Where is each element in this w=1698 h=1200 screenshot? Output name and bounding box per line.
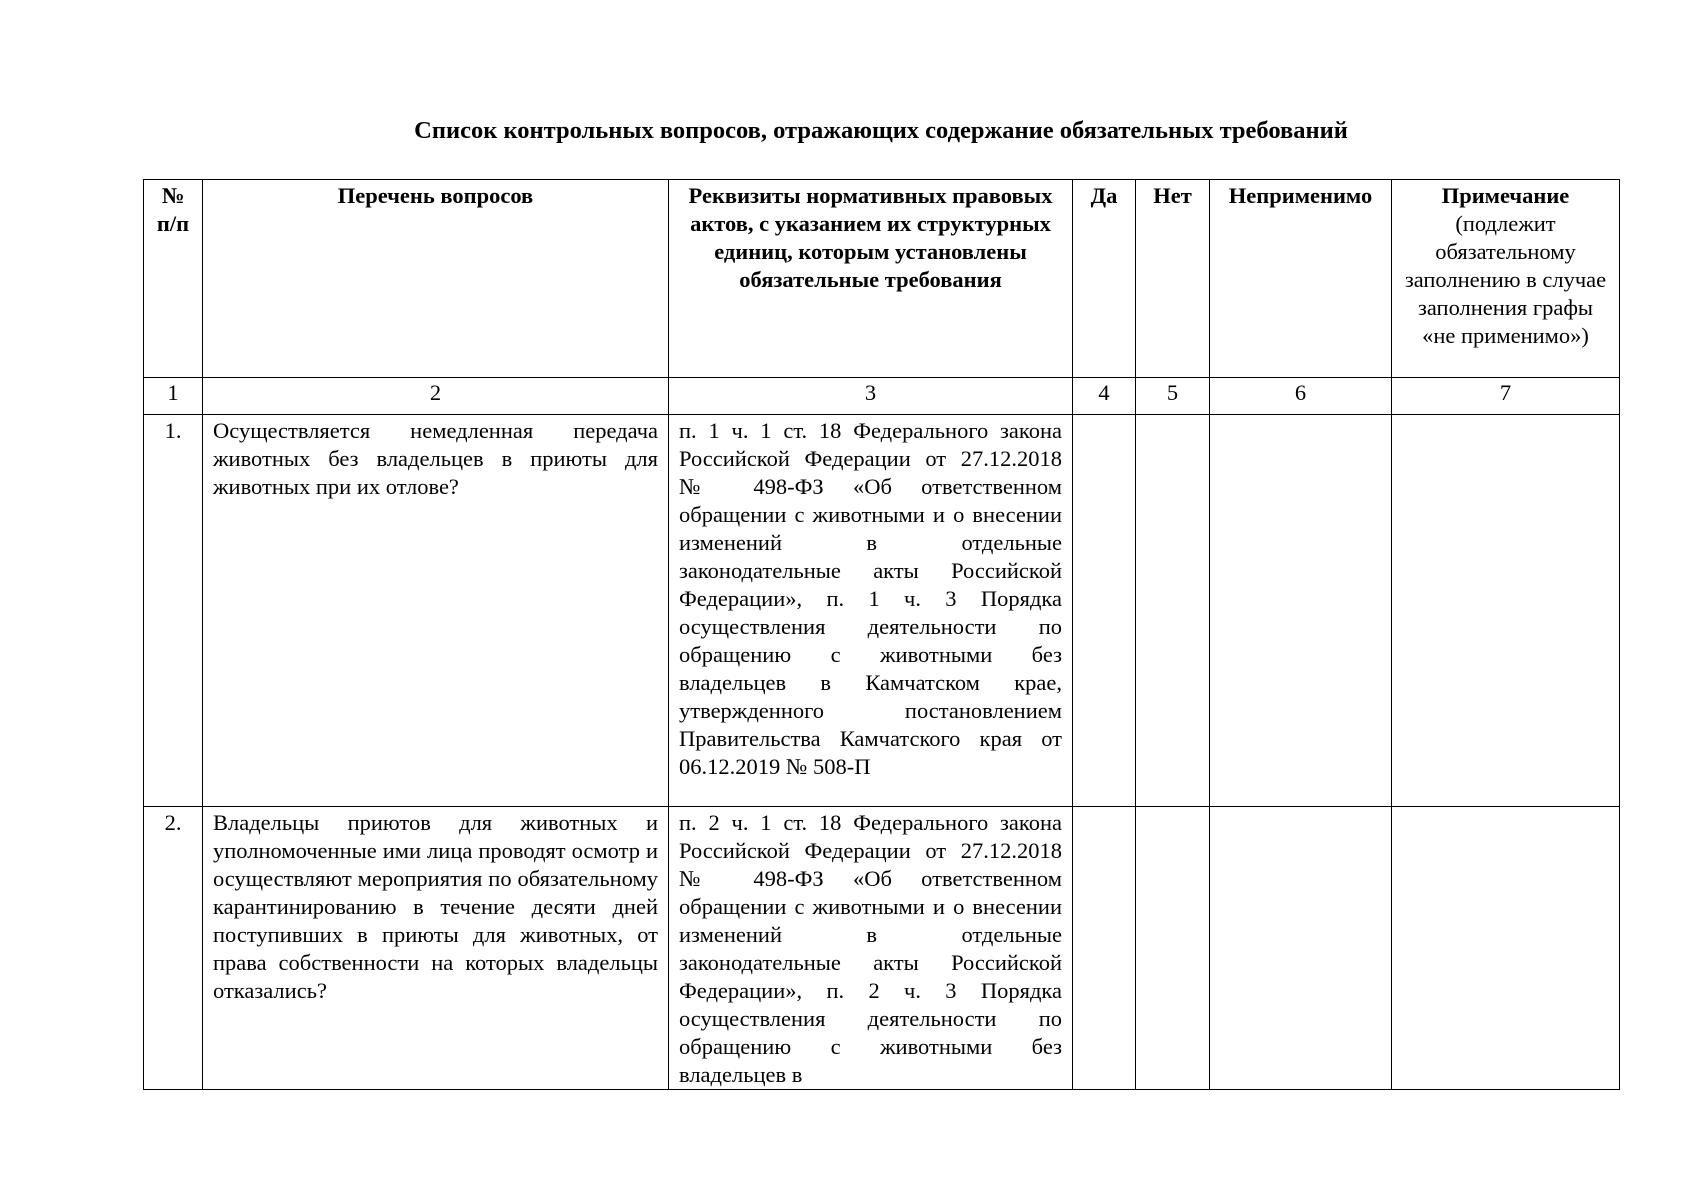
answer-yes-cell[interactable]	[1073, 415, 1136, 807]
column-number: 6	[1210, 378, 1392, 415]
header-not-applicable: Неприменимо	[1210, 180, 1392, 378]
column-number-row	[144, 378, 1620, 415]
answer-not-applicable-cell[interactable]	[1210, 807, 1392, 1090]
table-header-row	[144, 180, 1620, 378]
header-yes: Да	[1073, 180, 1136, 378]
row-number: 2.	[144, 807, 203, 1090]
column-number: 3	[669, 378, 1073, 415]
question-cell: Осуществляется немедленная передача животных без владельцев в приюты для животных при их отлове?	[203, 415, 669, 807]
requisites-cell: п. 2 ч. 1 ст. 18 Федерального закона Российской Федерации от 27.12.2018 № 498-ФЗ «Об ответственном обращении с животными и о внесении изменений в отдельные законодательные акты Российской Федерации», п. 2 ч. 3 Порядка осуществления деятельности по обращению с животными без владельцев в	[669, 807, 1073, 1090]
table-row	[144, 415, 1620, 807]
answer-no-cell[interactable]	[1136, 807, 1210, 1090]
header-questions: Перечень вопросов	[203, 180, 669, 378]
checklist-table	[143, 179, 1620, 1090]
requisites-cell: п. 1 ч. 1 ст. 18 Федерального закона Российской Федерации от 27.12.2018 № 498-ФЗ «Об ответственном обращении с животными и о внесении изменений в отдельные законодательные акты Российской Федерации», п. 1 ч. 3 Порядка осуществления деятельности по обращению с животными без владельцев в Камчатском крае, утвержденного постановлением Правительства Камчатского края от 06.12.2019 № 508-П	[669, 415, 1073, 807]
note-cell[interactable]	[1392, 807, 1620, 1090]
row-number: 1.	[144, 415, 203, 807]
header-no: Нет	[1136, 180, 1210, 378]
column-number: 4	[1073, 378, 1136, 415]
answer-no-cell[interactable]	[1136, 415, 1210, 807]
column-number: 2	[203, 378, 669, 415]
table-row	[144, 807, 1620, 1090]
answer-yes-cell[interactable]	[1073, 807, 1136, 1090]
header-note-subtitle: (подлежит обязательному заполнению в случае заполнения графы «не применимо»)	[1404, 211, 1607, 348]
page-title: Список контрольных вопросов, отражающих содержание обязательных требований	[414, 117, 1348, 144]
header-note-title: Примечание	[1441, 183, 1570, 208]
question-cell: Владельцы приютов для животных и уполномоченные ими лица проводят осмотр и осуществляют мероприятия по обязательному карантинированию в течение десяти дней поступивших в приюты для животных, от права собственности на которых владельцы отказались?	[203, 807, 669, 1090]
header-note	[1392, 180, 1620, 378]
column-number: 5	[1136, 378, 1210, 415]
answer-not-applicable-cell[interactable]	[1210, 415, 1392, 807]
column-number: 7	[1392, 378, 1620, 415]
column-number: 1	[144, 378, 203, 415]
note-cell[interactable]	[1392, 415, 1620, 807]
header-requisites: Реквизиты нормативных правовых актов, с указанием их структурных единиц, которым установлены обязательные требования	[669, 180, 1073, 378]
header-num: № п/п	[144, 180, 203, 378]
